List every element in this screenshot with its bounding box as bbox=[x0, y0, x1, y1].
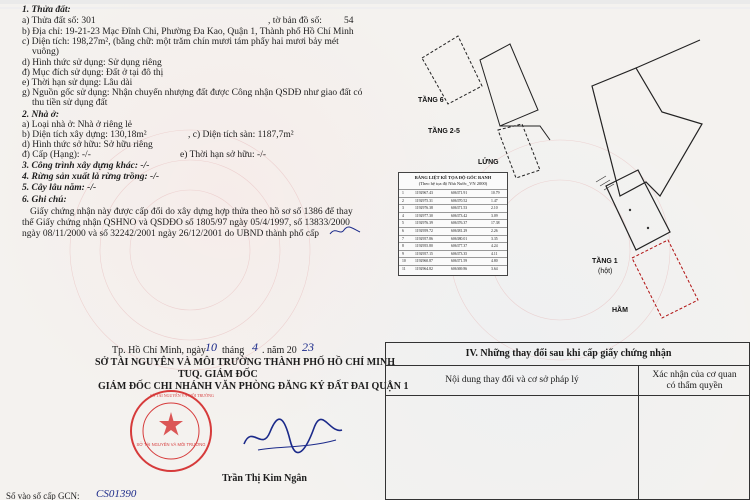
coord-cell: 1192964.82 bbox=[415, 267, 433, 271]
coord-row bbox=[399, 197, 507, 204]
coord-cell: 3.09 bbox=[491, 213, 498, 218]
coord-cell: 4.24 bbox=[491, 244, 498, 249]
coord-cell: 1.47 bbox=[491, 198, 498, 203]
parcel-address: b) Địa chỉ: 19-21-23 Mạc Đĩnh Chi, Phường Đa Kao, Quận 1, Thành phố Hồ Chí Minh bbox=[22, 27, 354, 37]
coord-cell: 606369.86 bbox=[451, 267, 468, 271]
coord-row bbox=[399, 250, 507, 257]
coord-cell: 1192957.15 bbox=[415, 251, 433, 256]
coord-cell: 3 bbox=[402, 206, 404, 211]
serial-number: CS01390 bbox=[96, 488, 137, 500]
sheet-number-label: , tờ bản đồ số: bbox=[268, 16, 322, 26]
production-forest: 4. Rừng sản xuất là rừng trồng: -/- bbox=[22, 172, 160, 182]
parcel-area-cont: vuông) bbox=[32, 47, 59, 57]
coord-cell: 606370.52 bbox=[451, 198, 468, 203]
coord-cell: 1192955.80 bbox=[415, 244, 433, 249]
note-line-2: thế Giấy chứng nhận QSHNO và QSDĐO số 1805/97 ngày 05/4/1997, số 13833/2000 bbox=[22, 218, 350, 228]
coord-row bbox=[399, 235, 507, 242]
ownership-form: d) Hình thức sở hữu: Sở hữu riêng bbox=[22, 140, 153, 150]
coord-row bbox=[399, 189, 507, 196]
coord-cell: 606376.37 bbox=[451, 221, 468, 226]
coord-cell: 606373.42 bbox=[451, 213, 468, 218]
issue-year-label: . năm 20 bbox=[262, 345, 297, 356]
floor-area: , c) Diện tích sàn: 1187,7m² bbox=[188, 130, 294, 140]
changes-table-title: IV. Những thay đổi sau khi cấp giấy chứng nhận bbox=[465, 348, 672, 359]
coord-cell: 2.10 bbox=[491, 206, 498, 211]
stamp-center-text: SỞ TÀI NGUYÊN VÀ MÔI TRƯỜNG bbox=[136, 442, 206, 447]
stamp-ring-text: SỞ TÀI NGUYÊN VÀ MÔI TRƯỜNG bbox=[150, 393, 214, 398]
house-type: a) Loại nhà ở: Nhà ở riêng lẻ bbox=[22, 120, 133, 130]
coord-cell: 1192959.72 bbox=[415, 229, 433, 233]
use-term: e) Thời hạn sử dụng: Lâu dài bbox=[22, 78, 133, 88]
coord-cell: 1192967.43 bbox=[415, 191, 433, 195]
notes-heading: 6. Ghi chú: bbox=[22, 195, 67, 205]
branch-director-title: GIÁM ĐỐC CHI NHÁNH VĂN PHÒNG ĐĂNG KÝ ĐẤT ĐAI QUẬN 1 bbox=[98, 381, 409, 392]
coord-cell: 606381.29 bbox=[451, 229, 468, 233]
use-origin: g) Nguồn gốc sử dụng: Nhận chuyển nhượng đất được Công nhận QSDĐ như giao đất có bbox=[22, 88, 363, 98]
changes-col-content: Nội dung thay đổi và cơ sở pháp lý bbox=[445, 375, 579, 385]
sheet-number: 54 bbox=[344, 16, 354, 26]
note-line-1: Giấy chứng nhận này được cấp đổi do xây dựng hợp thửa theo hồ sơ số 1386 để thay bbox=[30, 207, 353, 217]
coord-cell: 606377.37 bbox=[451, 244, 468, 249]
coord-cell: 1192976.38 bbox=[415, 206, 433, 211]
coord-cell: 17.38 bbox=[491, 221, 500, 226]
coord-cell: 9 bbox=[402, 251, 404, 256]
other-works: 3. Công trình xây dựng khác: -/- bbox=[22, 161, 150, 171]
coord-cell: 4.80 bbox=[491, 259, 498, 264]
coord-cell: 1192975.31 bbox=[415, 198, 433, 203]
coord-cell: 10 bbox=[402, 259, 406, 264]
coord-row bbox=[399, 219, 507, 226]
coord-cell: 4 bbox=[402, 213, 404, 218]
issue-month: 4 bbox=[252, 340, 258, 354]
coord-cell: 3.35 bbox=[491, 236, 498, 241]
changes-col-confirm-2: có thẩm quyền bbox=[666, 381, 723, 391]
land-parcel-heading: 1. Thửa đất: bbox=[22, 5, 71, 15]
coord-cell: 1192960.87 bbox=[415, 259, 433, 264]
coord-cell: 2 bbox=[402, 198, 404, 203]
coord-cell: 606371.91 bbox=[451, 191, 468, 195]
signer-name: Trần Thị Kim Ngân bbox=[222, 473, 307, 484]
label-floor-1-note: (hột) bbox=[598, 268, 613, 275]
changes-table-header-divider bbox=[386, 365, 749, 366]
changes-table-body-divider bbox=[386, 395, 749, 396]
label-basement: HẦM bbox=[612, 307, 628, 314]
coord-cell: 8 bbox=[402, 244, 404, 249]
parcel-area: c) Diện tích: 198,27m², (bằng chữ: một trăm chín mươi tám phẩy hai mươi bảy mét bbox=[22, 37, 339, 47]
issue-date-prefix: Tp. Hồ Chí Minh, ngày bbox=[112, 345, 206, 356]
coord-cell: 2.26 bbox=[491, 229, 498, 233]
house-grade: đ) Cấp (Hạng): -/- bbox=[22, 150, 91, 160]
perennial-trees: 5. Cây lâu năm: -/- bbox=[22, 183, 97, 193]
note-line-3: ngày 08/11/2000 và số 32242/2001 ngày 26/12/2001 do UBND thành phố cấp bbox=[22, 229, 320, 239]
build-area: b) Diện tích xây dựng: 130,18m² bbox=[22, 130, 147, 140]
coord-cell: 1192976.39 bbox=[415, 221, 433, 226]
label-floor-1: TẦNG 1 bbox=[592, 258, 618, 265]
label-floor-6: TẦNG 6 bbox=[418, 97, 444, 104]
coord-cell: 1192957.86 bbox=[415, 236, 433, 241]
department-name: SỞ TÀI NGUYÊN VÀ MÔI TRƯỜNG THÀNH PHỐ HỒ CHÍ MINH bbox=[95, 357, 396, 368]
use-purpose: đ) Mục đích sử dụng: Đất ở tại đô thị bbox=[22, 68, 164, 78]
issue-day: 10 bbox=[205, 340, 217, 354]
coord-cell: 10.79 bbox=[491, 191, 500, 195]
coord-cell: 606371.53 bbox=[451, 206, 468, 211]
coord-cell: 11 bbox=[402, 267, 406, 271]
coord-cell: 4.11 bbox=[491, 251, 498, 256]
coord-row bbox=[399, 227, 507, 234]
coord-cell: 6 bbox=[402, 229, 404, 233]
coordinate-table bbox=[398, 172, 508, 276]
coord-row bbox=[399, 242, 507, 249]
changes-table bbox=[385, 342, 750, 500]
coord-row bbox=[399, 204, 507, 211]
coord-cell: 606371.59 bbox=[451, 259, 468, 264]
label-mezzanine: LỬNG bbox=[478, 159, 499, 166]
changes-col-confirm-1: Xác nhận của cơ quan bbox=[652, 370, 737, 380]
use-form: d) Hình thức sử dụng: Sử dụng riêng bbox=[22, 58, 162, 68]
issue-month-label: tháng bbox=[222, 345, 245, 356]
house-heading: 2. Nhà ở: bbox=[22, 110, 60, 120]
coord-cell: 7 bbox=[402, 236, 404, 241]
coord-row bbox=[399, 257, 507, 264]
coord-row bbox=[399, 265, 507, 272]
coord-cell: 1192977.30 bbox=[415, 213, 433, 218]
label-floor-2-5: TẦNG 2-5 bbox=[428, 128, 460, 135]
ownership-term: e) Thời hạn sở hữu: -/- bbox=[180, 150, 266, 160]
tuq-director: TUQ. GIÁM ĐỐC bbox=[178, 369, 258, 380]
coord-table-subtitle: (Theo hệ tọa độ Nhà Nước_VN 2000) bbox=[418, 181, 488, 186]
use-origin-cont: thu tiền sử dụng đất bbox=[32, 98, 108, 108]
coord-row bbox=[399, 212, 507, 219]
parcel-number: a) Thửa đất số: 301 bbox=[22, 16, 96, 26]
coord-cell: 606373.35 bbox=[451, 251, 468, 256]
coord-cell: 3.64 bbox=[491, 267, 498, 271]
coord-table-title: BẢNG LIỆT KÊ TỌA ĐỘ GÓC RANH bbox=[414, 175, 492, 180]
initial-signature bbox=[328, 224, 362, 238]
issue-year: 23 bbox=[302, 340, 314, 354]
director-signature bbox=[238, 410, 348, 460]
serial-label: Số vào sổ cấp GCN: bbox=[6, 491, 80, 500]
coord-cell: 1 bbox=[402, 191, 404, 195]
floor-plan-drawing bbox=[400, 0, 750, 330]
coord-cell: 606380.01 bbox=[451, 236, 468, 241]
coord-cell: 5 bbox=[402, 221, 404, 226]
